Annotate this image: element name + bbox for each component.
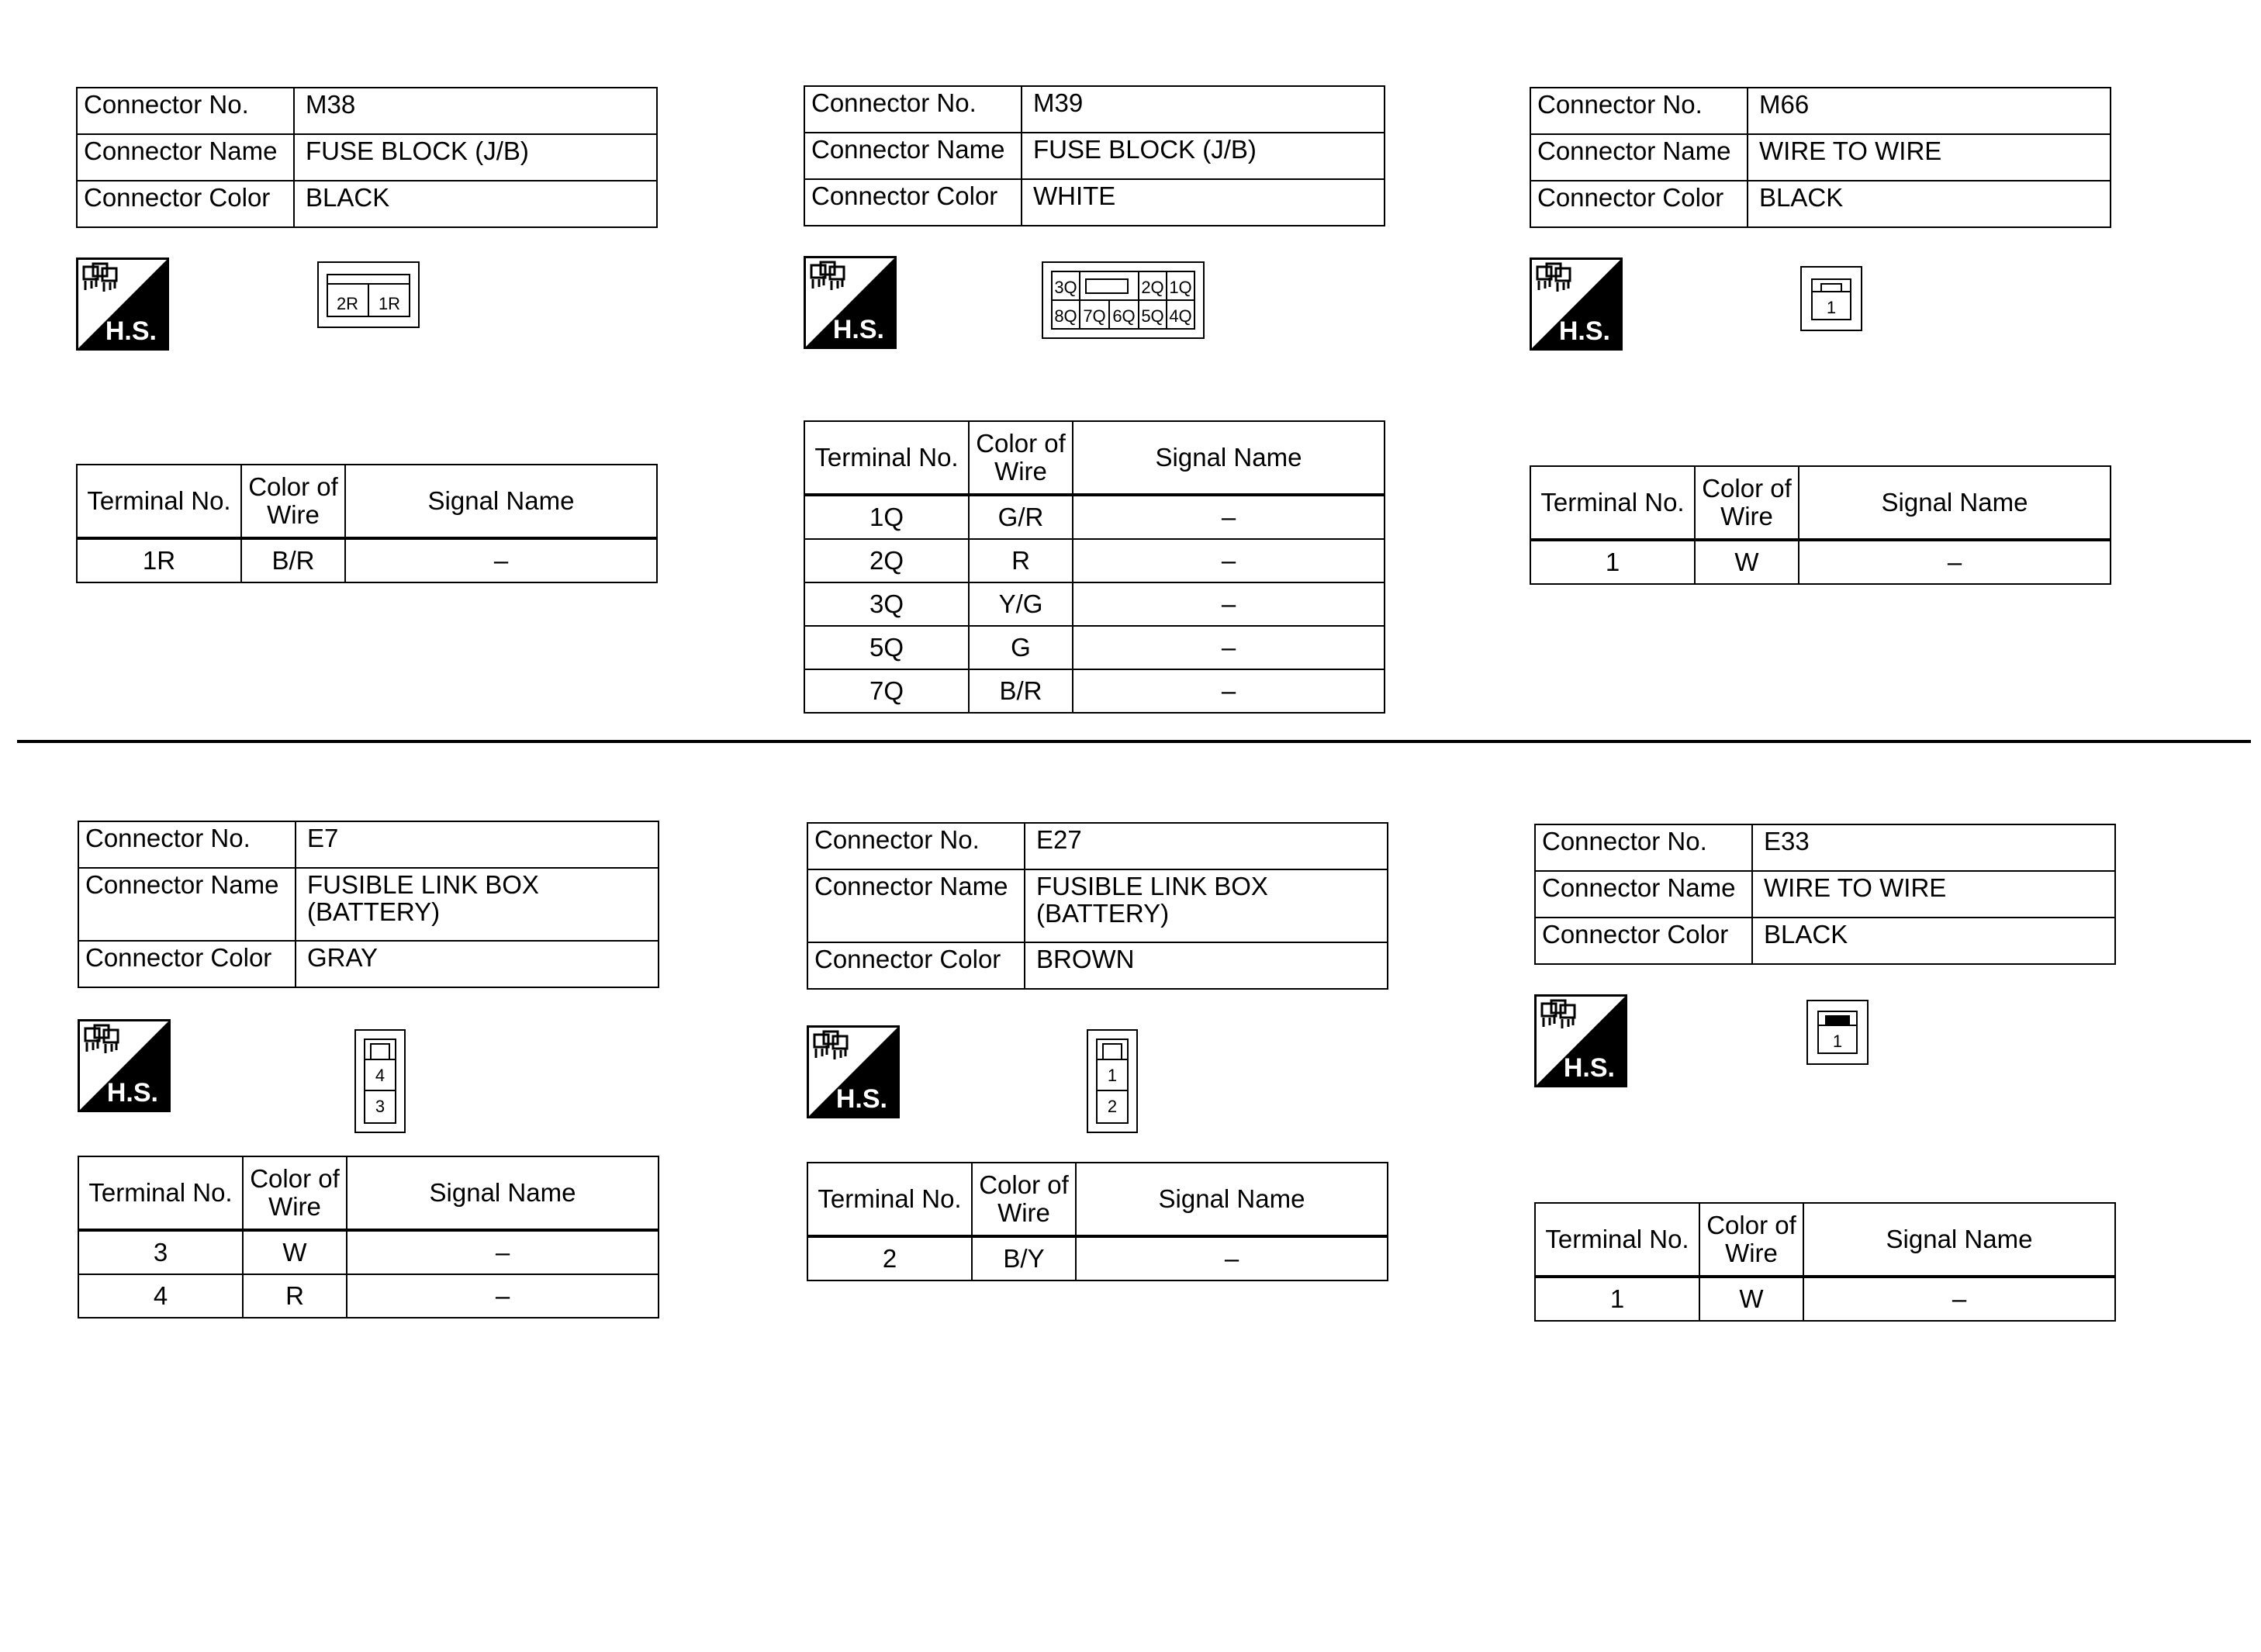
signal-name-header: Signal Name bbox=[347, 1156, 659, 1230]
connector-face-diagram bbox=[316, 261, 420, 330]
wire-color-cell: Y/G bbox=[969, 582, 1073, 626]
connector-name-label: Connector Name bbox=[77, 134, 294, 181]
signal-name-header: Signal Name bbox=[345, 465, 657, 538]
connector-face-diagram bbox=[1041, 261, 1205, 341]
connector-no-label: Connector No. bbox=[1535, 824, 1752, 871]
signal-name-header: Signal Name bbox=[1799, 466, 2111, 540]
pin-label: 2R bbox=[336, 294, 359, 313]
section-divider bbox=[17, 740, 2251, 743]
terminal-cell: 1R bbox=[77, 538, 241, 582]
connector-info-table bbox=[1534, 824, 2116, 965]
pin-label: 6Q bbox=[1112, 306, 1136, 326]
signal-name-header: Signal Name bbox=[1076, 1163, 1388, 1236]
connector-face-diagram bbox=[1799, 265, 1863, 332]
terminal-cell: 1 bbox=[1535, 1277, 1699, 1321]
connector-color-label: Connector Color bbox=[78, 941, 296, 987]
hs-label: H.S. bbox=[832, 315, 884, 344]
pin-label: 2 bbox=[1107, 1097, 1118, 1116]
signal-cell: – bbox=[1076, 1236, 1388, 1280]
connector-color-value: GRAY bbox=[296, 941, 659, 987]
connector-info-table bbox=[1530, 87, 2111, 228]
signal-cell: – bbox=[345, 538, 657, 582]
pin-label: 1R bbox=[378, 294, 401, 313]
wire-color-cell: R bbox=[969, 539, 1073, 582]
connector-name-label: Connector Name bbox=[78, 868, 296, 941]
color-of-wire-header: Color of Wire bbox=[243, 1156, 347, 1230]
terminal-table bbox=[1534, 1202, 2116, 1322]
terminal-cell: 1 bbox=[1530, 540, 1695, 584]
signal-name-header: Signal Name bbox=[1803, 1203, 2115, 1277]
terminal-no-header: Terminal No. bbox=[1530, 466, 1695, 540]
signal-cell: – bbox=[1073, 669, 1385, 713]
table-row bbox=[804, 539, 1385, 582]
signal-cell: – bbox=[1073, 582, 1385, 626]
terminal-cell: 4 bbox=[78, 1274, 243, 1318]
hs-label: H.S. bbox=[1558, 316, 1610, 346]
wire-color-cell: R bbox=[243, 1274, 347, 1318]
pin-label: 3 bbox=[375, 1097, 385, 1116]
terminal-table bbox=[807, 1162, 1388, 1281]
pin-label: 1 bbox=[1832, 1032, 1843, 1051]
terminal-no-header: Terminal No. bbox=[78, 1156, 243, 1230]
connector-no-value: E7 bbox=[296, 821, 659, 868]
harness-side-icon bbox=[78, 1019, 171, 1112]
connector-no-value: E33 bbox=[1752, 824, 2115, 871]
terminal-cell: 5Q bbox=[804, 626, 969, 669]
pin-label: 4Q bbox=[1169, 306, 1192, 326]
connector-no-label: Connector No. bbox=[78, 821, 296, 868]
terminal-cell: 3 bbox=[78, 1230, 243, 1274]
connector-no-value: E27 bbox=[1025, 823, 1388, 869]
terminal-cell: 7Q bbox=[804, 669, 969, 713]
color-of-wire-header: Color of Wire bbox=[972, 1163, 1076, 1236]
terminal-no-header: Terminal No. bbox=[77, 465, 241, 538]
harness-side-icon bbox=[807, 1025, 900, 1118]
wire-color-cell: W bbox=[243, 1230, 347, 1274]
signal-cell: – bbox=[347, 1230, 659, 1274]
connector-no-label: Connector No. bbox=[804, 86, 1022, 133]
terminal-no-header: Terminal No. bbox=[1535, 1203, 1699, 1277]
table-row bbox=[78, 1230, 659, 1274]
connector-face-diagram bbox=[1806, 999, 1869, 1066]
terminal-cell: 2 bbox=[807, 1236, 972, 1280]
connector-color-label: Connector Color bbox=[1535, 918, 1752, 964]
connector-no-label: Connector No. bbox=[807, 823, 1025, 869]
pin-label: 4 bbox=[375, 1066, 385, 1085]
wire-color-cell: G bbox=[969, 626, 1073, 669]
pin-label: 2Q bbox=[1141, 278, 1164, 297]
hs-label: H.S. bbox=[106, 1078, 158, 1108]
connector-name-value: WIRE TO WIRE bbox=[1752, 871, 2115, 918]
connector-name-label: Connector Name bbox=[807, 869, 1025, 942]
table-row bbox=[807, 1236, 1388, 1280]
pin-label: 3Q bbox=[1054, 278, 1077, 297]
wire-color-cell: G/R bbox=[969, 495, 1073, 539]
harness-side-icon bbox=[1534, 994, 1627, 1087]
connector-no-value: M38 bbox=[294, 88, 657, 134]
pin-label: 1 bbox=[1826, 298, 1837, 317]
connector-no-value: M39 bbox=[1022, 86, 1385, 133]
connector-name-value: FUSIBLE LINK BOX (BATTERY) bbox=[296, 868, 659, 941]
connector-color-value: BLACK bbox=[294, 181, 657, 227]
hs-label: H.S. bbox=[1563, 1053, 1615, 1083]
connector-color-value: WHITE bbox=[1022, 179, 1385, 226]
terminal-cell: 2Q bbox=[804, 539, 969, 582]
signal-cell: – bbox=[1073, 626, 1385, 669]
terminal-cell: 1Q bbox=[804, 495, 969, 539]
connector-color-label: Connector Color bbox=[804, 179, 1022, 226]
wire-color-cell: B/Y bbox=[972, 1236, 1076, 1280]
connector-name-label: Connector Name bbox=[1535, 871, 1752, 918]
hs-label: H.S. bbox=[835, 1084, 887, 1114]
connector-no-label: Connector No. bbox=[77, 88, 294, 134]
connector-face-diagram bbox=[1086, 1028, 1139, 1134]
wire-color-cell: B/R bbox=[241, 538, 345, 582]
hs-label: H.S. bbox=[105, 316, 157, 346]
table-row bbox=[804, 495, 1385, 539]
connector-face-diagram bbox=[354, 1028, 406, 1134]
table-row bbox=[78, 1274, 659, 1318]
terminal-table bbox=[1530, 465, 2111, 585]
color-of-wire-header: Color of Wire bbox=[241, 465, 345, 538]
terminal-no-header: Terminal No. bbox=[804, 421, 969, 495]
harness-side-icon bbox=[1530, 257, 1623, 351]
connector-name-label: Connector Name bbox=[804, 133, 1022, 179]
signal-cell: – bbox=[347, 1274, 659, 1318]
connector-color-value: BLACK bbox=[1752, 918, 2115, 964]
table-row bbox=[77, 538, 657, 582]
connector-color-label: Connector Color bbox=[1530, 181, 1748, 227]
pin-label: 1 bbox=[1107, 1066, 1118, 1085]
terminal-table bbox=[804, 420, 1385, 714]
pin-label: 1Q bbox=[1169, 278, 1192, 297]
color-of-wire-header: Color of Wire bbox=[1699, 1203, 1803, 1277]
connector-color-value: BROWN bbox=[1025, 942, 1388, 989]
color-of-wire-header: Color of Wire bbox=[1695, 466, 1799, 540]
terminal-table bbox=[76, 464, 658, 583]
connector-no-label: Connector No. bbox=[1530, 88, 1748, 134]
table-row bbox=[1535, 1277, 2115, 1321]
connector-color-label: Connector Color bbox=[807, 942, 1025, 989]
signal-cell: – bbox=[1073, 539, 1385, 582]
connector-color-label: Connector Color bbox=[77, 181, 294, 227]
table-row bbox=[804, 582, 1385, 626]
table-row bbox=[804, 669, 1385, 713]
connector-info-table bbox=[804, 85, 1385, 226]
wire-color-cell: W bbox=[1695, 540, 1799, 584]
wire-color-cell: W bbox=[1699, 1277, 1803, 1321]
signal-cell: – bbox=[1803, 1277, 2115, 1321]
table-row bbox=[804, 626, 1385, 669]
connector-info-table bbox=[807, 822, 1388, 990]
wire-color-cell: B/R bbox=[969, 669, 1073, 713]
color-of-wire-header: Color of Wire bbox=[969, 421, 1073, 495]
signal-cell: – bbox=[1799, 540, 2111, 584]
terminal-table bbox=[78, 1156, 659, 1318]
terminal-cell: 3Q bbox=[804, 582, 969, 626]
connector-info-table bbox=[76, 87, 658, 228]
pin-label: 8Q bbox=[1054, 306, 1077, 326]
connector-name-value: WIRE TO WIRE bbox=[1748, 134, 2111, 181]
signal-name-header: Signal Name bbox=[1073, 421, 1385, 495]
connector-name-value: FUSE BLOCK (J/B) bbox=[294, 134, 657, 181]
harness-side-icon bbox=[76, 257, 169, 351]
connector-no-value: M66 bbox=[1748, 88, 2111, 134]
terminal-no-header: Terminal No. bbox=[807, 1163, 972, 1236]
pin-label: 7Q bbox=[1083, 306, 1106, 326]
harness-side-icon bbox=[804, 256, 897, 349]
connector-name-label: Connector Name bbox=[1530, 134, 1748, 181]
connector-name-value: FUSIBLE LINK BOX (BATTERY) bbox=[1025, 869, 1388, 942]
table-row bbox=[1530, 540, 2111, 584]
signal-cell: – bbox=[1073, 495, 1385, 539]
pin-label: 5Q bbox=[1141, 306, 1164, 326]
connector-name-value: FUSE BLOCK (J/B) bbox=[1022, 133, 1385, 179]
connector-color-value: BLACK bbox=[1748, 181, 2111, 227]
connector-info-table bbox=[78, 821, 659, 988]
